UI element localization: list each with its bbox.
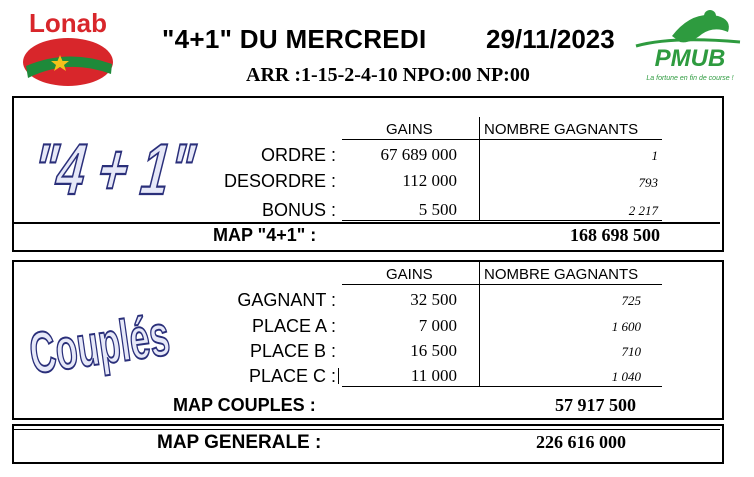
rows-bottom-line [342,220,662,221]
place-c-divider [338,368,339,384]
column-divider [479,117,480,221]
pmub-tagline: La fortune en fin de course ! [646,75,734,82]
banner-couples-text: Couplés [25,290,174,382]
row-label-place-c: PLACE C : [248,366,336,386]
col-gains-header: GAINS [386,266,433,283]
gain-place-b: 16 500 [410,341,457,360]
col-winners-header: NOMBRE GAGNANTS [484,121,639,138]
draw-date: 29/11/2023 [486,24,615,54]
row-label-place-b: PLACE B : [249,341,336,361]
map-4plus1-value: 168 698 500 [570,225,660,245]
gain-desordre: 112 000 [402,171,457,190]
banner-4plus1 [18,114,202,214]
winners-ordre: 1 [651,148,658,163]
winners-place-a: 1 600 [611,319,641,334]
row-label-gagnant: GAGNANT : [237,290,336,310]
pmub-logo-text: PMUB [654,45,726,72]
winners-place-b: 710 [621,344,641,359]
lonab-logo-graphic [18,8,118,88]
gain-ordre: 67 689 000 [380,145,457,164]
lonab-logo [18,8,118,88]
map-general-value: 226 616 000 [536,432,626,452]
col-winners-header: NOMBRE GAGNANTS [484,266,639,283]
winners-place-c: 1 040 [611,369,641,384]
horse-rider-icon [672,15,729,42]
map-couples-label: MAP COUPLES : [173,395,316,415]
arrival-line: ARR :1-15-2-4-10 NPO:00 NP:00 [246,64,530,86]
lonab-logo-text: Lonab [29,8,107,38]
row-label-ordre: ORDRE : [260,145,336,165]
map-couples-value: 57 917 500 [555,395,636,415]
gain-place-c: 11 000 [410,366,457,385]
row-label-place-a: PLACE A : [251,316,336,336]
gain-bonus: 5 500 [418,200,457,219]
header-underline [342,284,662,285]
col-gains-header: GAINS [386,121,433,138]
winners-desordre: 793 [638,175,658,190]
map-4plus1-top-line [14,222,720,224]
map-4plus1-label: MAP "4+1" : [213,225,317,245]
pmub-logo [632,6,744,86]
column-divider [479,262,480,386]
rows-bottom-line [342,386,662,387]
page-title: "4+1" DU MERCREDI [162,24,427,54]
gain-place-a: 7 000 [418,316,457,335]
banner-4plus1-text: "4 + 1" [24,129,202,210]
winners-gagnant: 725 [621,293,641,308]
pmub-logo-graphic [632,6,744,86]
row-label-desordre: DESORDRE : [223,171,336,191]
banner-couples [24,286,174,382]
winners-bonus: 2 217 [628,203,658,218]
gain-gagnant: 32 500 [410,290,457,309]
general-inner-line [14,429,720,430]
header-underline [342,139,662,140]
map-general-label: MAP GENERALE : [157,432,322,453]
row-label-bonus: BONUS : [261,200,336,220]
